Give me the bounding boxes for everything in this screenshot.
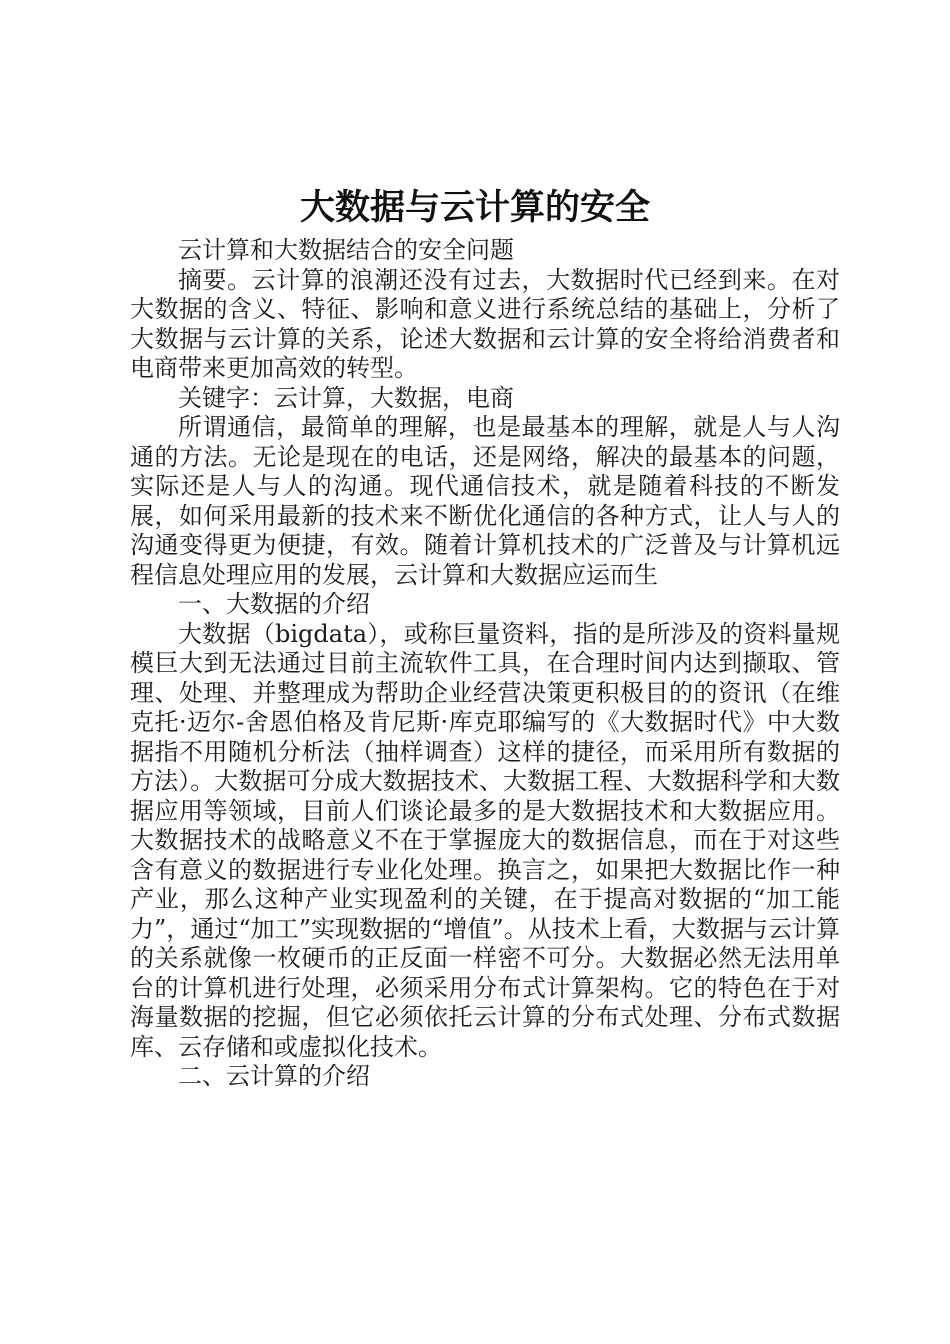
intro-paragraph: 所谓通信，最简单的理解，也是最基本的理解，就是人与人沟通的方法。无论是现在的电话，还是网络，解决的最基本的问题，实际还是人与人的沟通。现代通信技术，就是随着科技的不断发展，如何采用最新的技术来不断优化通信的各种方式，让人与人的沟通变得更为便捷，有效。随着计算机技术的广泛普及与计算机远程信息处理应用的发展，云计算和大数据应运而生 (130, 413, 840, 589)
document-title: 大数据与云计算的安全 (299, 188, 650, 228)
big-data-paragraph: 大数据（bigdata），或称巨量资料，指的是所涉及的资料量规模巨大到无法通过目前主流软件工具，在合理时间内达到撷取、管理、处理、并整理成为帮助企业经营决策更积极目的的资讯（在维克托·迈尔-舍恩伯格及肯尼斯·库克耶编写的《大数据时代》中大数据指不用随机分析法（抽样调查）这样的捷径，而采用所有数据的方法）。大数据可分成大数据技术、大数据工程、大数据科学和大数据应用等领域，目前人们谈论最多的是大数据技术和大数据应用。大数据技术的战略意义不在于掌握庞大的数据信息，而在于对这些含有意义的数据进行专业化处理。换言之，如果把大数据比作一种产业，那么这种产业实现盈利的关键，在于提高对数据的“加工能力”，通过“加工”实现数据的“增值”。从技术上看，大数据与云计算的关系就像一枚硬币的正反面一样密不可分。大数据必然无法用单台的计算机进行处理，必须采用分布式计算架构。它的特色在于对海量数据的挖掘，但它必须依托云计算的分布式处理、分布式数据库、云存储和或虚拟化技术。 (130, 619, 840, 1061)
subtitle-paragraph: 云计算和大数据结合的安全问题 (178, 236, 514, 264)
keywords-paragraph: 关键字：云计算，大数据，电商 (178, 383, 514, 412)
abstract-paragraph: 摘要。云计算的浪潮还没有过去，大数据时代已经到来。在对大数据的含义、特征、影响和意义进行系统总结的基础上，分析了大数据与云计算的关系，论述大数据和云计算的安全将给消费者和电商带来更加高效的转型。 (130, 265, 840, 382)
document-body (130, 236, 840, 1092)
section-heading-big-data: 一、大数据的介绍 (178, 590, 370, 618)
section-heading-cloud-computing: 二、云计算的介绍 (178, 1062, 370, 1090)
